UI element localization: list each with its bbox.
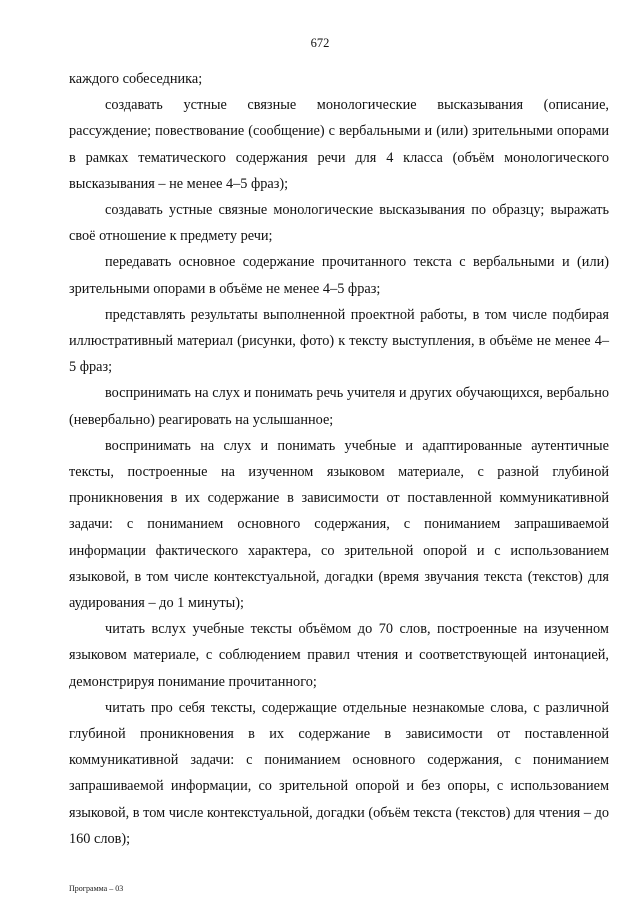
page-footer: Программа – 03: [69, 884, 124, 893]
paragraph: воспринимать на слух и понимать учебные и адаптированные аутентичные тексты, построенные на изученном языковом материале, с разной глубиной проникновения в их содержание в зависимости от поставленной коммуникативной задачи: с пониманием основного содержания, с пониманием запрашиваемой информации фактического характера, со зрительной опорой и с использованием языковой, в том числе контекстуальной, догадки (время звучания текста (текстов) для аудирования – до 1 минуты);: [69, 437, 609, 612]
paragraph: передавать основное содержание прочитанного текста с вербальными и (или) зрительными опорами в объёме не менее 4–5 фраз;: [69, 254, 609, 297]
paragraph: воспринимать на слух и понимать речь учителя и других обучающихся, вербально (невербально) реагировать на услышанное;: [69, 385, 609, 428]
paragraph: создавать устные связные монологические высказывания (описание, рассуждение; повествование (сообщение) с вербальными и (или) зрительными опорами в рамках тематического содержания речи для 4 класса (объём монологического высказывания – не менее 4–5 фраз);: [69, 97, 609, 192]
paragraph: читать про себя тексты, содержащие отдельные незнакомые слова, с различной глубиной проникновения в их содержание в зависимости от поставленной коммуникативной задачи: с пониманием основного содержания, с пониманием запрашиваемой информации, со зрительной опорой и без опоры, с использованием языковой, в том числе контекстуальной, догадки (объём текста (текстов) для чтения – до 160 слов);: [69, 699, 609, 847]
paragraph: создавать устные связные монологические высказывания по образцу; выражать своё отношение к предмету речи;: [69, 202, 609, 245]
page-number: 672: [310, 36, 330, 50]
page-body: [69, 66, 609, 852]
paragraph: читать вслух учебные тексты объёмом до 70 слов, построенные на изученном языковом материале, с соблюдением правил чтения и соответствующей интонацией, демонстрируя понимание прочитанного;: [69, 621, 609, 690]
paragraph: каждого собеседника;: [69, 71, 203, 87]
paragraph: представлять результаты выполненной проектной работы, в том числе подбирая иллюстративный материал (рисунки, фото) к тексту выступления, в объёме не менее 4–5 фраз;: [69, 306, 609, 376]
